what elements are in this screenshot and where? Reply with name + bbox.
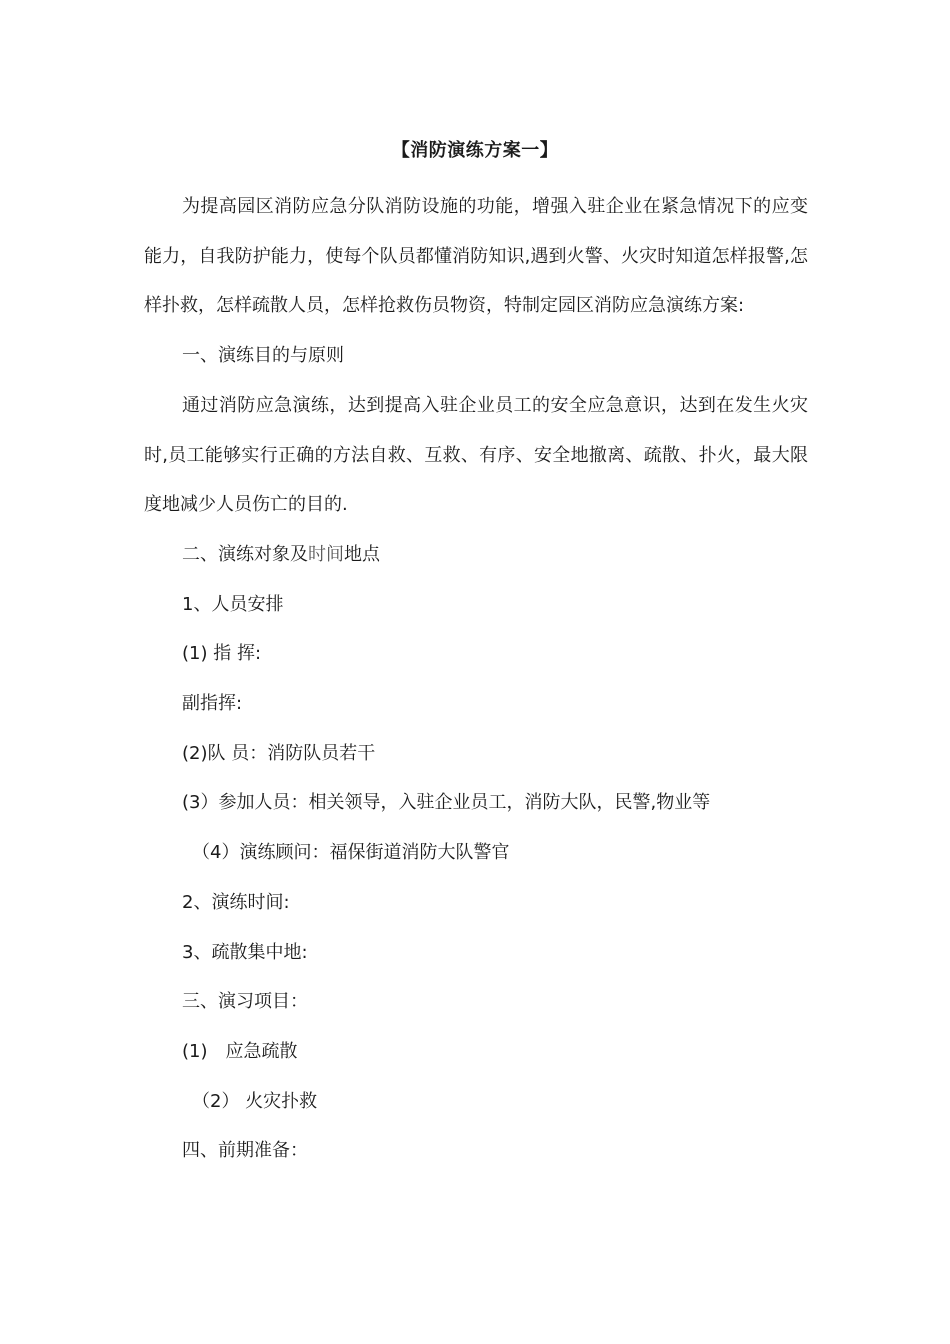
section-2-heading <box>144 530 808 580</box>
item-1-advisor: （4）演练顾问：福保街道消防大队警官 <box>192 842 510 864</box>
section-2-heading-part-a: 二、演练对象及 <box>182 543 308 565</box>
section-3-item-firefighting: （2） 火灾扑救 <box>192 1090 318 1112</box>
item-1-team-members: (2)队 员：消防队员若干 <box>182 742 376 764</box>
section-3-item-evacuation: (1) 应急疏散 <box>182 1040 298 1062</box>
item-3-evacuation-point: 3、疏散集中地: <box>182 941 308 963</box>
intro-paragraph: 为提高园区消防应急分队消防设施的功能，增强入驻企业在紧急情况下的应变能力，自我防护能力，使每个队员都懂消防知识,遇到火警、火灾时知道怎样报警,怎样扑救，怎样疏散人员，怎样抢救伤员物资，特制定园区消防应急演练方案: <box>144 196 808 317</box>
item-1-heading: 1、人员安排 <box>182 593 284 615</box>
section-2-heading-part-c: 地点 <box>344 543 380 565</box>
item-1-participants: (3）参加人员：相关领导，入驻企业员工，消防大队，民警,物业等 <box>182 792 711 814</box>
section-3-heading: 三、演习项目： <box>182 991 308 1013</box>
item-1-deputy-commander: 副指挥: <box>182 693 243 715</box>
item-2-drill-time: 2、演练时间: <box>182 891 290 913</box>
section-1-body: 通过消防应急演练，达到提高入驻企业员工的安全应急意识，达到在发生火灾时,员工能够实行正确的方法自救、互救、有序、安全地撤离、疏散、扑火，最大限度地减少人员伤亡的目的. <box>144 394 808 516</box>
document-body <box>144 182 808 1176</box>
section-2-heading-part-b: 时间 <box>308 543 344 565</box>
item-1-commander: (1) 指 挥: <box>182 643 262 665</box>
section-1-heading: 一、演练目的与原则 <box>182 345 344 367</box>
section-4-heading: 四、前期准备： <box>182 1140 308 1162</box>
document-title: 【消防演练方案一】 <box>391 140 559 161</box>
